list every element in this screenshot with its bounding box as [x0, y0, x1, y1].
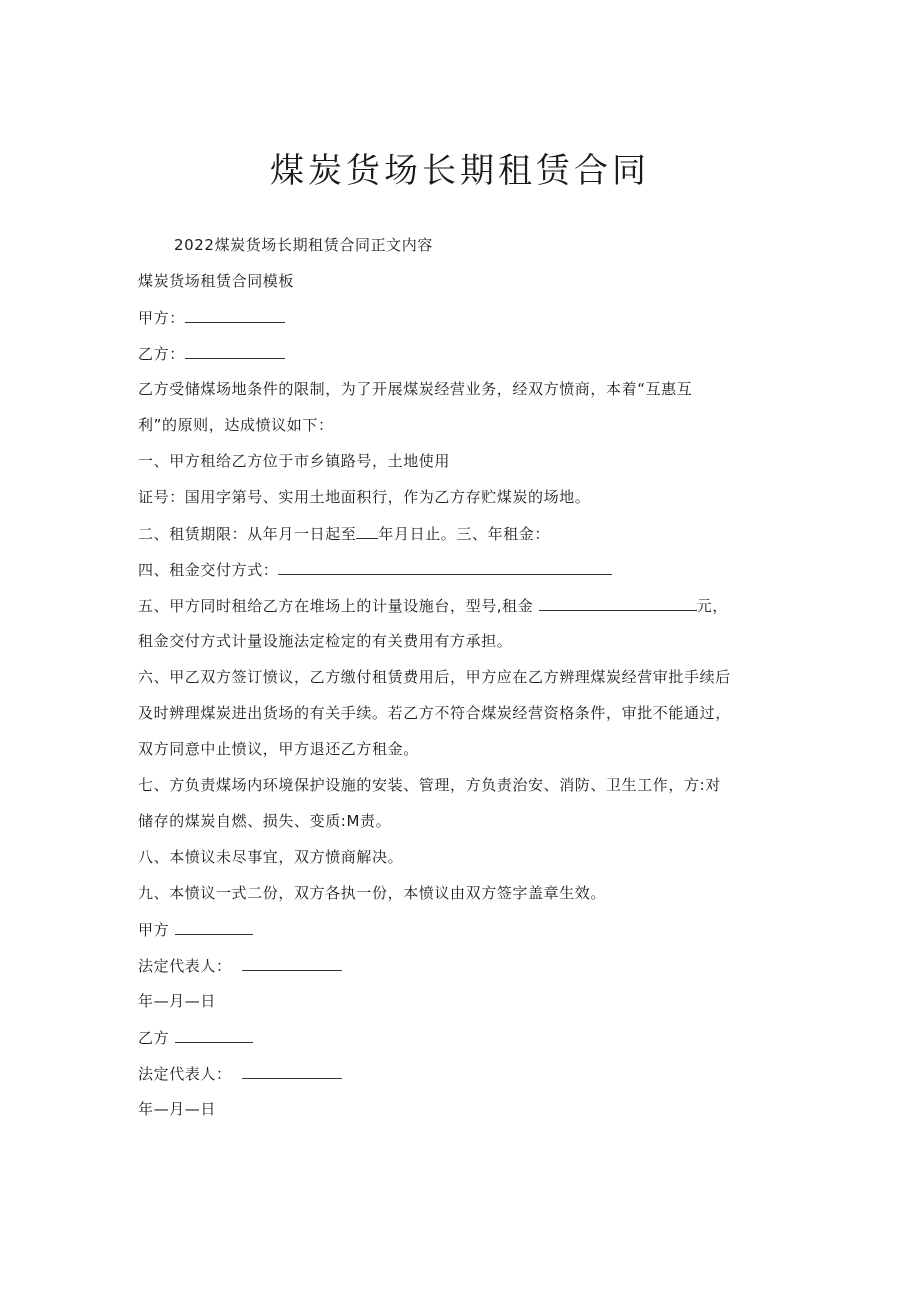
document-subtitle: 2022煤炭货场长期租赁合同正文内容	[174, 236, 433, 254]
sign-a-line	[138, 918, 253, 941]
clause-1-line-2: 证号：国用字第号、实用土地面积行，作为乙方存贮煤炭的场地。	[138, 488, 591, 506]
intro-line-1: 乙方受储煤场地条件的限制，为了开展煤炭经营业务，经双方愤商，本着“互惠互	[138, 380, 693, 398]
sign-b-line	[138, 1026, 253, 1049]
clause-4-line	[138, 558, 612, 581]
legal-rep-a-line	[138, 954, 342, 977]
clause-6-line-3: 双方同意中止愤议，甲方退还乙方租金。	[138, 740, 419, 758]
clause-6-line-1: 六、甲乙双方签订愤议，乙方缴付租赁费用后，甲方应在乙方辨理煤炭经营审批手续后	[138, 668, 731, 686]
legal-rep-a-blank	[242, 954, 342, 971]
party-a-line	[138, 306, 285, 329]
clause-5-line-1	[138, 594, 728, 617]
clause-5-start: 五、甲方同时租给乙方在堆场上的计量设施台，型号,租金	[138, 597, 534, 615]
clause-2-start: 二、租赁期限：从年月一日起至	[138, 525, 357, 543]
clause-1-line-1: 一、甲方租给乙方位于市乡镇路号，土地使用	[138, 452, 451, 470]
sign-a-blank	[175, 918, 253, 935]
clause-2-end: 年月日止。三、年租金：	[378, 525, 551, 543]
date-b-line: 年—月—日	[138, 1100, 217, 1118]
clause-4-blank	[278, 558, 612, 575]
party-b-line	[138, 342, 285, 365]
document-title: 煤炭货场长期租赁合同	[270, 151, 650, 191]
intro-line-2: 利”的原则，达成愤议如下：	[138, 416, 334, 434]
party-a-blank	[185, 306, 285, 323]
party-b-label: 乙方：	[138, 345, 185, 363]
sign-b-blank	[175, 1026, 253, 1043]
party-b-blank	[185, 342, 285, 359]
clause-7-line-2: 储存的煤炭自燃、损失、变质:M责。	[138, 812, 392, 830]
legal-rep-a-label: 法定代表人：	[138, 957, 232, 975]
clause-5-blank	[539, 594, 697, 611]
template-name: 煤炭货场租赁合同模板	[138, 272, 295, 290]
sign-b-label: 乙方	[138, 1029, 170, 1047]
clause-7-line-1: 七、方负责煤场内环境保护设施的安装、管理，方负责治安、消防、卫生工作，方:对	[138, 776, 721, 794]
clause-2-line	[138, 522, 550, 545]
legal-rep-b-line	[138, 1062, 342, 1085]
clause-5-end: 元，	[696, 597, 728, 615]
legal-rep-b-label: 法定代表人：	[138, 1065, 232, 1083]
clause-6-line-2: 及时辨理煤炭进出货场的有关手续。若乙方不符合煤炭经营资格条件，审批不能通过，	[138, 704, 731, 722]
party-a-label: 甲方：	[138, 309, 185, 327]
legal-rep-b-blank	[242, 1062, 342, 1079]
clause-2-blank	[356, 522, 378, 539]
clause-9-line: 九、本愤议一式二份，双方各执一份，本愤议由双方签字盖章生效。	[138, 884, 607, 902]
date-a-line: 年—月—日	[138, 992, 217, 1010]
clause-5-line-2: 租金交付方式计量设施法定检定的有关费用有方承担。	[138, 632, 513, 650]
sign-a-label: 甲方	[138, 921, 170, 939]
clause-4-label: 四、租金交付方式：	[138, 561, 279, 579]
clause-8-line: 八、本愤议未尽事宜，双方愤商解决。	[138, 848, 404, 866]
